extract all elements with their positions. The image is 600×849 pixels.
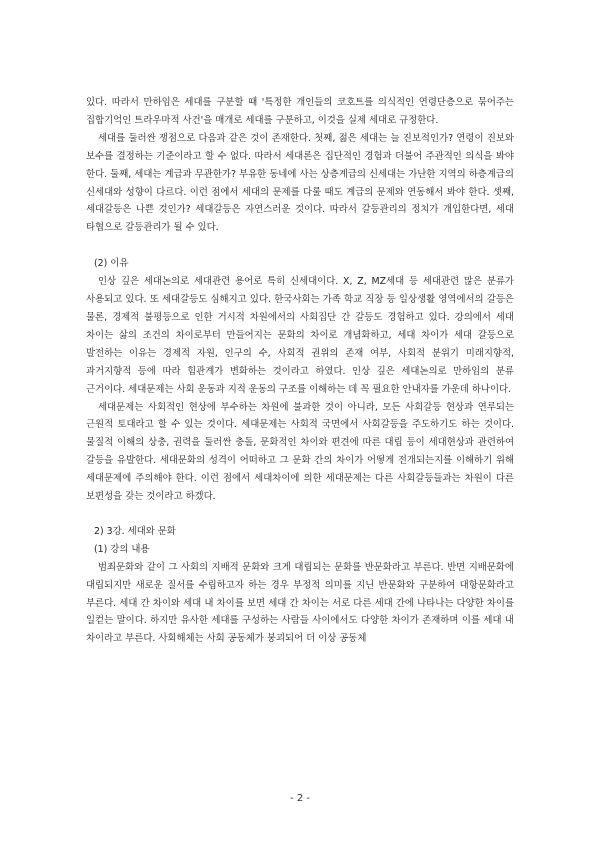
paragraph-generation-problem: 세대문제는 사회적인 현상에 부수하는 차원에 불과한 것이 아니라, 모든 사회갈등 현상과 연루되는 근원적 토대라고 할 수 있는 것이다. 세대문제는 사회적 국면에서 사회갈등을 주도하기도 하는 것이다. 물질적 이해의 상충, 권력을 둘러싼 충돌, 문화적인 차이와 편견에 따른 대립 등이 세대현상과 관련하여 갈등을 유발한다. 세대문화의 성격이 어떠하고 그 문화 간의 차이가 어떻게 전개되는지를 이해하기 위해 세대문제에 주의해야 한다. 이런 점에서 세대차이에 의한 세대문제는 다른 사회갈등들과는 차원이 다른 보편성을 갖는 것이라고 하겠다. [86,401,514,503]
paragraph-counterculture: 범죄문화와 같이 그 사회의 지배적 문화와 크게 대립되는 문화를 반문화라고 부른다. 반면 지배문화에 대립되지만 새로운 질서를 수립하고자 하는 경우 부정적 의미를 지닌 반문화와 구분하여 대항문화라고 부른다. 세대 간 차이와 세대 내 차이를 보면 세대 간 차이는 서로 다른 세대 간에 나타나는 다양한 차이를 일컫는 말이다. 하지만 유사한 세대를 구성하는 사람들 사이에서도 다양한 차이가 존재하며 이를 세대 내 차이라고 부른다. 사회해체는 사회 공동체가 붕괴되어 더 이상 공동체 [86,561,514,645]
document-body [86,94,514,648]
spacer [86,506,514,523]
section-heading-lecture3: 2) 3강. 세대와 문화 [94,525,176,537]
section-heading-reason: (2) 이유 [94,258,129,270]
page-number: - 2 - [290,793,310,804]
paragraph-reason: 인상 깊은 세대논의로 세대관련 용어로 특히 신세대이다. X, Z, MZ세대 등 세대관련 많은 분류가 사용되고 있다. 또 세대갈등도 심해지고 있다. 한국사회는 가족 학교 직장 등 일상생활 영역에서의 갈등은 물론, 경제적 불평등으로 인한 거시적 차원에서의 사회집단 간 갈등도 경험하고 있다. 강의에서 세대 차이는 삶의 조건의 차이로부터 만들어지는 문화의 차이로 개념화하고, 세대 차이가 세대 갈등으로 발전하는 이유는 경제적 자원, 인구의 수, 사회적 권위의 존재 여부, 사회적 분위기 미래지향적, 과거지향적 등에 따라 힘관계가 변화하는 것이라고 하였다. 인상 깊은 세대논의로 만하임의 분류 근거이다. 세대문제는 사회 운동과 지적 운동의 구조를 이해하는 데 꼭 필요한 안내자를 가운데 하나이다. [86,276,514,395]
paragraph-continuation: 있다. 따라서 만하임은 세대를 구분할 때 '특정한 개인들의 코호트를 의식적인 연령단층으로 묶어주는 집합기억인 트라우마적 사건'을 매개로 세대를 구분하고, 이것을 실제 세대로 규정한다. [86,97,514,126]
section-heading-lecture-content: (1) 강의 내용 [94,543,150,555]
paragraph-generation-issues: 세대를 둘러싼 쟁점으로 다음과 같은 것이 존재한다. 첫째, 젊은 세대는 늘 진보적인가? 연령이 진보와 보수를 결정하는 기준이라고 할 수 없다. 따라서 세대론은 집단적인 경험과 더불어 주관적인 의식을 봐야 한다. 둘째, 세대는 계급과 무관한가? 부유한 동네에 사는 상층계급의 신세대는 가난한 지역의 하층계급의 신세대와 성향이 다르다. 이런 점에서 세대의 문제를 다룰 때도 계급의 문제와 연동해서 봐야 한다. 셋째, 세대갈등은 나쁜 것인가? 세대갈등은 자연스러운 것이다. 따라서 갈등관리의 정치가 개입한다면, 세대 타협으로 갈등관리가 될 수 있다. [86,132,514,234]
spacer [86,237,514,255]
